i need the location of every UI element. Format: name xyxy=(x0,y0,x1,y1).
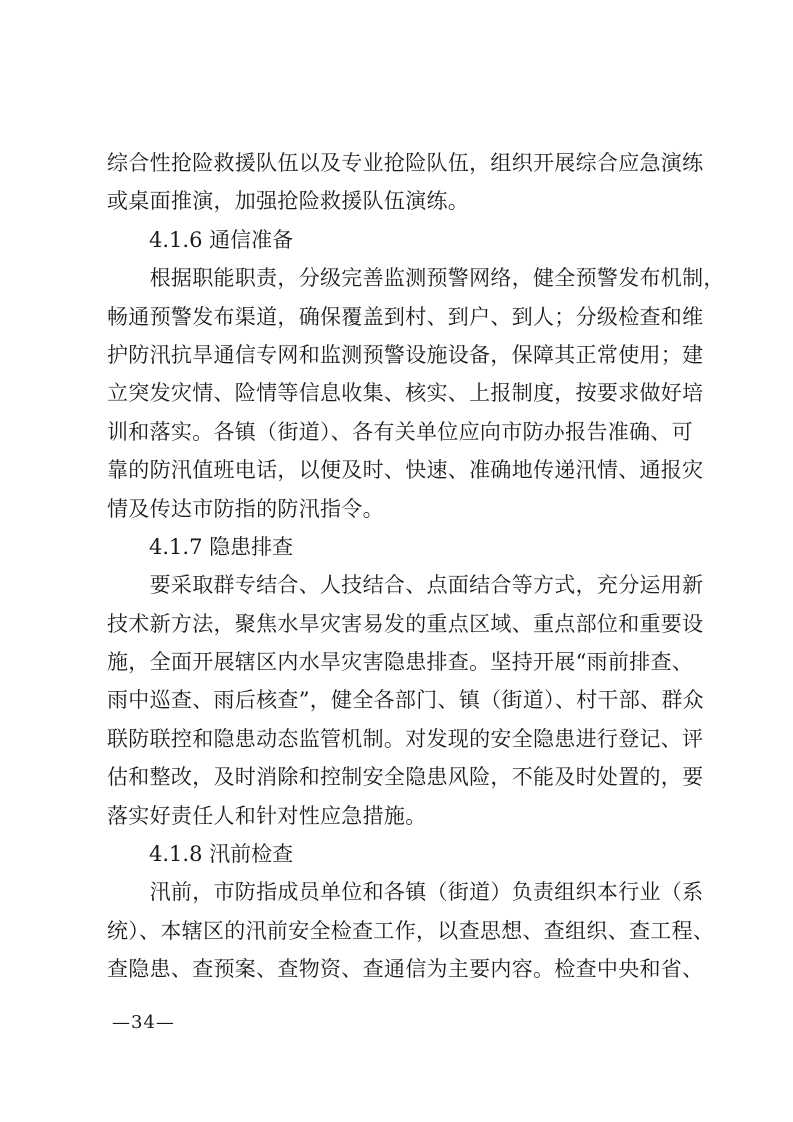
page-number: —34— xyxy=(112,1012,175,1033)
text-line: 或桌面推演，加强抢险救援队伍演练。 xyxy=(107,189,470,214)
body-text xyxy=(107,144,725,989)
text-line: 畅通预警发布渠道，确保覆盖到村、到户、到人；分级检查和维 xyxy=(107,304,704,329)
text-line: 要采取群专结合、人技结合、点面结合等方式，充分运用新 xyxy=(107,573,704,598)
text-line: 根据职能职责，分级完善监测预警网络，健全预警发布机制， xyxy=(107,266,725,291)
section-heading: 4.1.8 汛前检查 xyxy=(149,842,294,867)
text-line: 立突发灾情、险情等信息收集、核实、上报制度，按要求做好培 xyxy=(107,381,704,406)
text-line: 汛前，市防指成员单位和各镇（街道）负责组织本行业（系 xyxy=(107,880,704,905)
text-line: 护防汛抗旱通信专网和监测预警设施设备，保障其正常使用；建 xyxy=(107,342,704,367)
text-line: 落实好责任人和针对性应急措施。 xyxy=(107,803,427,828)
text-line: 查隐患、查预案、查物资、查通信为主要内容。检查中央和省、 xyxy=(107,957,704,982)
text-line: 训和落实。各镇（街道）、各有关单位应向市防办报告准确、可 xyxy=(107,419,693,444)
text-line: 综合性抢险救援队伍以及专业抢险队伍，组织开展综合应急演练 xyxy=(107,151,704,175)
section-heading: 4.1.7 隐患排查 xyxy=(149,534,294,559)
text-line: 施，全面开展辖区内水旱灾害隐患排查。坚持开展“雨前排查、 xyxy=(107,650,694,675)
text-line: 情及传达市防指的防汛指令。 xyxy=(107,496,384,521)
text-line: 统）、本辖区的汛前安全检查工作，以查思想、查组织、查工程、 xyxy=(107,918,715,943)
section-heading: 4.1.6 通信准备 xyxy=(149,227,294,252)
text-line: 靠的防汛值班电话，以便及时、快速、准确地传递汛情、通报灾 xyxy=(107,458,704,483)
text-line: 联防联控和隐患动态监管机制。对发现的安全隐患进行登记、评 xyxy=(107,726,704,751)
text-line: 技术新方法，聚焦水旱灾害易发的重点区域、重点部位和重要设 xyxy=(107,611,704,636)
text-line: 估和整改，及时消除和控制安全隐患风险，不能及时处置的，要 xyxy=(107,765,704,790)
text-line: 雨中巡查、雨后核查”，健全各部门、镇（街道）、村干部、群众 xyxy=(107,688,704,713)
